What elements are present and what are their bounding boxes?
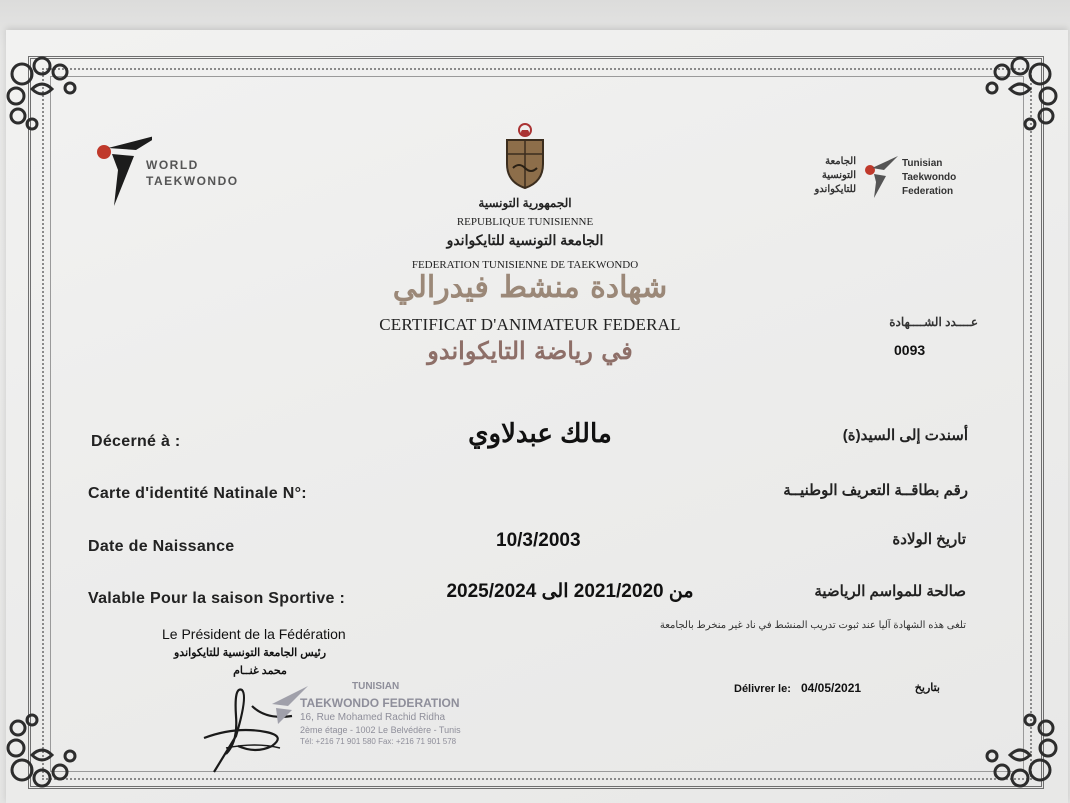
certificate-title-french: CERTIFICAT D'ANIMATEUR FEDERAL [379,315,681,334]
president-title-ar: رئيس الجامعة التونسية للتايكواندو [173,647,327,659]
president-name-ar: محمد غنــام [233,665,287,677]
republic-arabic: الجمهورية التونسية [478,196,572,210]
delivery-date: 04/05/2021 [801,681,862,695]
federation-logo-ar-line1: الجامعة [825,156,856,167]
corner-ornament-top-right [964,44,1064,144]
birth-date-value: 10/3/2003 [496,530,581,551]
validity-label-ar: صالحة للمواسم الرياضية [814,583,966,600]
president-title-fr: Le Président de la Fédération [162,626,346,642]
stamp-line4: 2ème étage - 1002 Le Belvédère - Tunis [300,725,461,735]
cancellation-note: تلغى هذه الشهادة آليا عند ثبوت تدريب المنشط في ناد غير منخرط بالجامعة [659,620,966,631]
world-taekwondo-kicker-icon [92,130,152,208]
republic-french: REPUBLIQUE TUNISIENNE [456,216,594,228]
federation-kicker-icon [860,154,900,200]
delivery-label-fr: Délivrer le: [734,683,791,695]
federation-arabic: الجامعة التونسية للتايكواندو [446,232,604,248]
federation-logo-ar-line2: التونسية [821,170,856,181]
corner-ornament-bottom-left [2,700,94,800]
certificate-number-label: عــــدد الشــــهادة [889,315,978,329]
stamp-line5: Tél: +216 71 901 580 Fax: +216 71 901 578 [300,737,457,746]
federation-logo-ar-line3: للتايكواندو [814,184,856,195]
validity-value: من 2021/2020 الى 2025/2024 [446,581,694,602]
stamp-line2: TAEKWONDO FEDERATION [300,696,460,710]
validity-label-fr: Valable Pour la saison Sportive : [88,590,346,607]
federation-logo-en-line3: Federation [902,186,954,197]
awarded-label-ar: أسندت إلى السيد(ة) [842,427,968,444]
id-card-label-ar: رقم بطاقــة التعريف الوطنيــة [783,482,968,499]
world-taekwondo-line1: WORLD [146,158,199,172]
stamp-line3: 16, Rue Mohamed Rachid Ridha [300,712,446,723]
federation-french: FEDERATION TUNISIENNE DE TAEKWONDO [411,259,639,271]
certificate-number-value: 0093 [894,342,926,358]
stamp-line1: TUNISIAN [352,681,400,692]
certificate-title-arabic: شهادة منشط فيدرالي [392,270,668,305]
corner-ornament-bottom-right [964,700,1064,800]
corner-ornament-top-left [2,44,94,144]
id-card-label-fr: Carte d'identité Natinale N°: [88,485,307,502]
federation-logo-en-line1: Tunisian [902,158,943,169]
certificate-subtitle-arabic: في رياضة التايكواندو [427,336,633,365]
world-taekwondo-line2: TAEKWONDO [146,174,239,188]
birth-date-label-ar: تاريخ الولادة [892,531,966,548]
birth-date-label-fr: Date de Naissance [88,538,235,555]
delivery-label-ar: بتاريخ [914,682,940,694]
coat-of-arms-icon [502,122,548,190]
awarded-name: مالك عبدلاوي [468,418,612,448]
awarded-label-fr: Décerné à : [91,433,181,450]
world-taekwondo-logo [92,130,252,210]
tunisian-federation-logo [796,152,956,208]
federation-logo-en-line2: Taekwondo [902,172,957,183]
